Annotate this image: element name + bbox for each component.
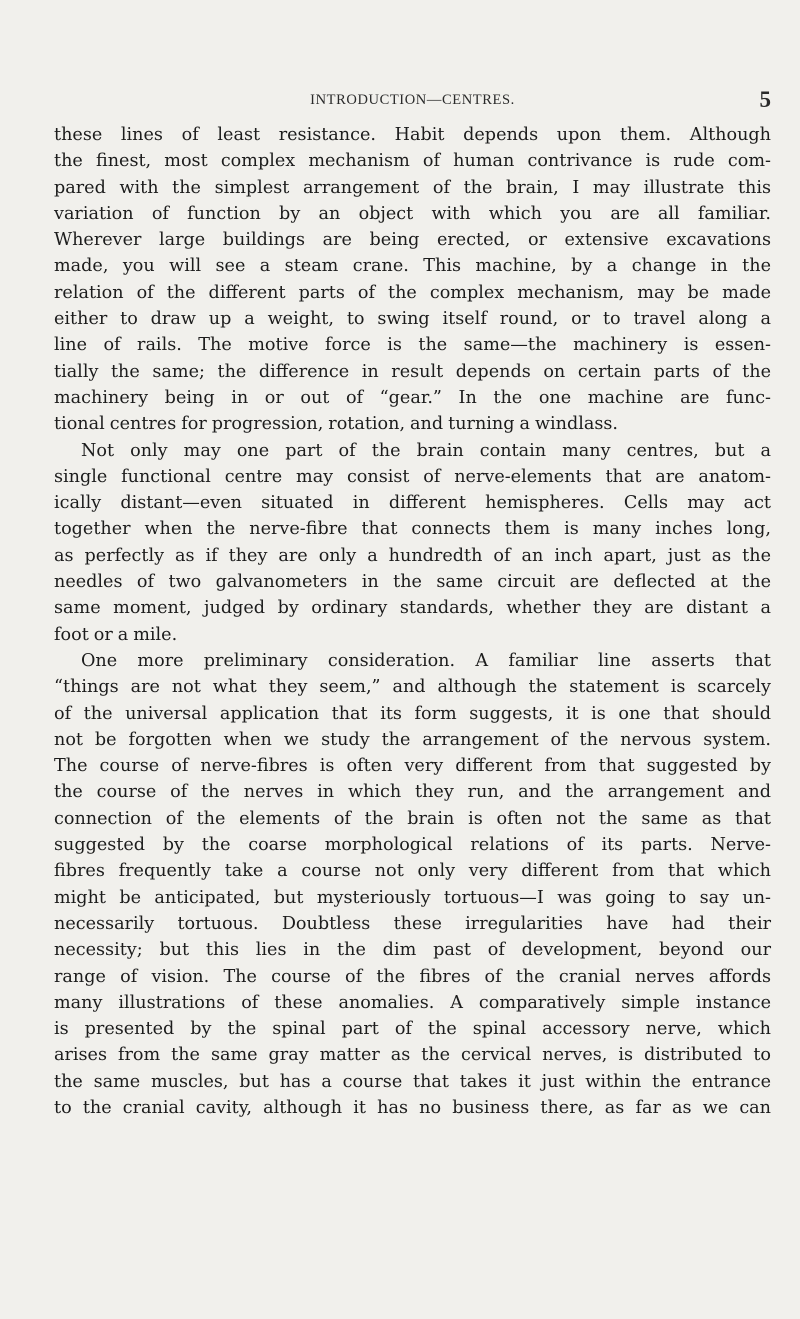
- text-line: single functional centre may consist of nerve-elements that are anatom-: [54, 466, 771, 487]
- text-line: of the universal application that its form suggests, it is one that should: [54, 703, 771, 724]
- text-line: same moment, judged by ordinary standards, whether they are distant a: [54, 598, 771, 619]
- text-line: necessity; but this lies in the dim past of development, beyond our: [54, 940, 771, 961]
- text-line: the finest, most complex mechanism of human contrivance is rude com-: [54, 151, 771, 172]
- text-line: as perfectly as if they are only a hundredth of an inch apart, just as the: [54, 545, 771, 566]
- text-line: the same muscles, but has a course that takes it just within the entrance: [54, 1071, 771, 1092]
- text-line: not be forgotten when we study the arrangement of the nervous system.: [54, 729, 771, 750]
- text-line: either to draw up a weight, to swing itself round, or to travel along a: [54, 309, 771, 330]
- body-text: [54, 122, 771, 1121]
- text-line: ically distant—even situated in different hemispheres. Cells may act: [54, 493, 771, 514]
- text-line: range of vision. The course of the fibres of the cranial nerves affords: [54, 966, 771, 987]
- paragraph-last-line: tional centres for progression, rotation, and turning a windlass.: [54, 414, 619, 435]
- paragraph-first-line: One more preliminary consideration. A familiar line asserts that: [81, 650, 771, 671]
- text-line: needles of two galvanometers in the same circuit are deflected at the: [54, 572, 771, 593]
- text-line: Wherever large buildings are being erected, or extensive excavations: [54, 230, 771, 251]
- text-line: many illustrations of these anomalies. A comparatively simple instance: [54, 992, 771, 1013]
- text-line: the course of the nerves in which they run, and the arrangement and: [54, 782, 771, 803]
- text-line: together when the nerve-fibre that connects them is many inches long,: [54, 519, 771, 540]
- text-line: variation of function by an object with which you are all familiar.: [54, 203, 771, 224]
- text-line: tially the same; the difference in result depends on certain parts of the: [54, 361, 771, 382]
- text-line: suggested by the coarse morphological relations of its parts. Nerve-: [54, 835, 771, 856]
- text-line: is presented by the spinal part of the spinal accessory nerve, which: [54, 1019, 771, 1040]
- paragraph-last-line: foot or a mile.: [54, 624, 178, 645]
- text-line: connection of the elements of the brain is often not the same as that: [54, 808, 771, 829]
- text-line: “things are not what they seem,” and although the statement is scarcely: [54, 677, 771, 698]
- running-head: INTRODUCTION—CENTRES.: [310, 92, 515, 108]
- text-line: line of rails. The motive force is the same—the machinery is essen-: [54, 335, 771, 356]
- text-line: made, you will see a steam crane. This machine, by a change in the: [54, 256, 771, 277]
- text-line: might be anticipated, but mysteriously tortuous—I was going to say un-: [54, 887, 771, 908]
- text-line: The course of nerve-fibres is often very different from that suggested by: [54, 756, 771, 777]
- page-header: [54, 88, 771, 112]
- paragraph-first-line: Not only may one part of the brain contain many centres, but a: [81, 440, 771, 461]
- page-number: 5: [759, 87, 771, 112]
- text-line: arises from the same gray matter as the cervical nerves, is distributed to: [54, 1045, 771, 1066]
- text-line: pared with the simplest arrangement of the brain, I may illustrate this: [54, 177, 771, 198]
- text-line: fibres frequently take a course not only very different from that which: [54, 861, 771, 882]
- text-line: relation of the different parts of the complex mechanism, may be made: [54, 282, 771, 303]
- text-line: machinery being in or out of “gear.” In the one machine are func-: [54, 387, 771, 408]
- text-line: to the cranial cavity, although it has no business there, as far as we can: [54, 1097, 771, 1118]
- text-line: these lines of least resistance. Habit depends upon them. Although: [54, 125, 771, 145]
- text-line: necessarily tortuous. Doubtless these irregularities have had their: [54, 913, 771, 934]
